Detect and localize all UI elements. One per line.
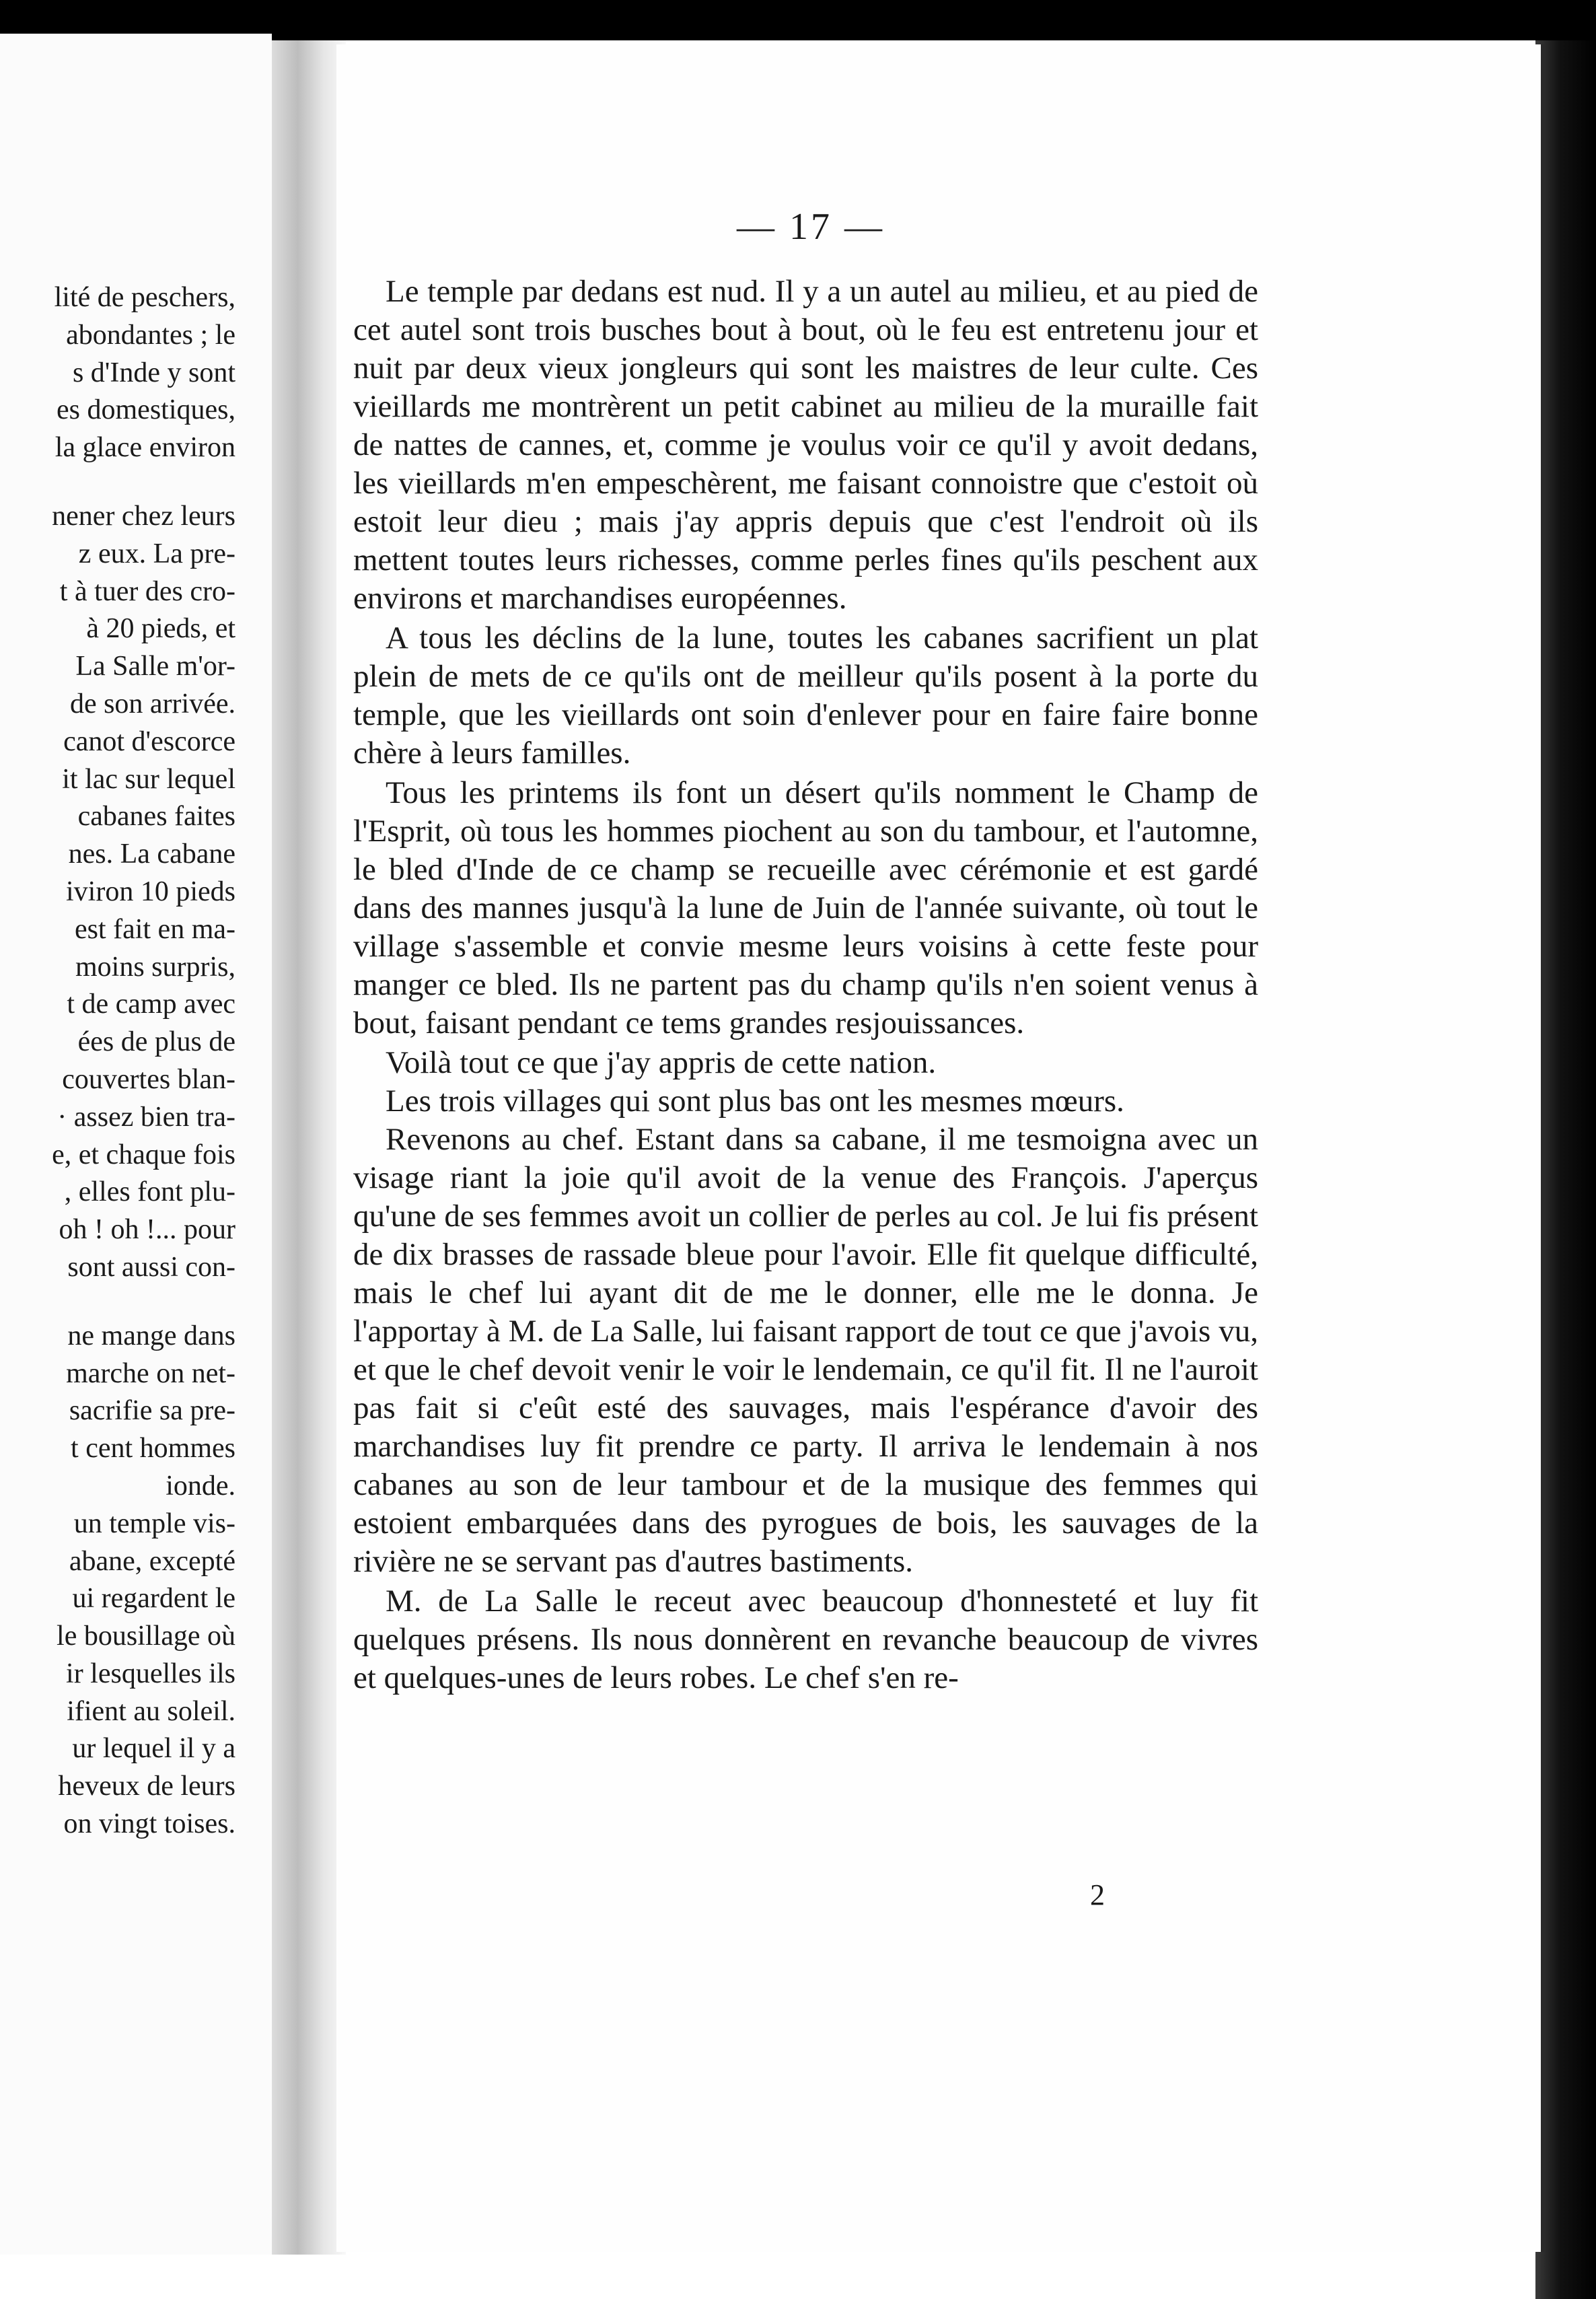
- text-line: ir lesquelles ils: [66, 1658, 235, 1689]
- signature-mark: 2: [1090, 1878, 1105, 1911]
- text-line: ées de plus de: [77, 1026, 235, 1058]
- paragraph: A tous les déclins de la lune, toutes les cabanes sacrifient un plat plein de mets de ce qu'ils ont de meilleur qu'ils posent à la porte du temple, que les vieillards ont soin d'enlever pour en faire faire bonne chère à leurs familles.: [353, 621, 1258, 771]
- text-line: sont aussi con-: [67, 1251, 235, 1283]
- text-line: canot d'escorce: [63, 726, 235, 757]
- text-line: ne mange dans: [67, 1320, 235, 1351]
- text-line: t à tuer des cro-: [59, 575, 235, 607]
- paragraph-gap: [0, 1287, 235, 1318]
- text-line: est fait en ma-: [74, 913, 235, 945]
- text-line: on vingt toises.: [63, 1808, 235, 1840]
- text-line: es domestiques,: [57, 394, 235, 426]
- text-line: ui regardent le: [72, 1583, 235, 1615]
- text-line: couvertes blan-: [62, 1063, 235, 1095]
- text-line: it lac sur lequel: [62, 763, 235, 795]
- text-line: abane, excepté: [69, 1545, 235, 1577]
- text-line: de son arrivée.: [69, 688, 235, 719]
- text-line: t cent hommes: [71, 1433, 235, 1464]
- text-line: oh ! oh !... pour: [59, 1214, 235, 1246]
- text-line: le bousillage où: [57, 1621, 235, 1652]
- text-line: un temple vis-: [73, 1508, 235, 1539]
- text-line: cabanes faites: [77, 801, 235, 833]
- text-line: abondantes ; le: [66, 319, 235, 351]
- text-line: e, et chaque fois: [52, 1139, 235, 1170]
- text-line: nener chez leurs: [52, 500, 235, 532]
- paragraph: Les trois villages qui sont plus bas ont les mesmes mœurs.: [386, 1084, 1124, 1119]
- paragraph: Tous les printems ils font un désert qu'ils nomment le Champ de l'Esprit, où tous les hommes piochent au son du tambour, et l'automne, le bled d'Inde de ce champ se recueille avec cérémonie et est gardé dans des mannes jusqu'à la lune de Juin de l'année suivante, où tout le village s'assemble et convie mesme leurs voisins à cette feste pour manger ce bled. Ils ne partent pas du champ qu'ils n'en soient venus à bout, faisant pendant ce tems grandes resjouissances.: [353, 775, 1258, 1040]
- text-line: ifient au soleil.: [67, 1695, 235, 1727]
- paragraph: Revenons au chef. Estant dans sa cabane, il me tesmoigna avec un visage riant la joie qu'il avoit de la venue des François. J'aperçus qu'une de ses femmes avoit un collier de perles au col. Je lui fis présent de dix brasses de rassade bleue pour l'avoir. Elle fit quelque difficulté, mais le chef lui ayant dit de me le donner, elle me le donna. Je l'apportay à M. de La Salle, lui faisant rapport de tout ce que j'avois vu, et que le chef devoit venir le voir le lendemain, ce qu'il fit. Il ne l'auroit pas fait si c'eût esté des sauvages, mais l'espérance d'avoir des marchandises luy fit prendre ce party. Il arriva le lendemain à nos cabanes au son de leur tambour et de la musique des femmes qui estoient embarquées dans des pyrogues de bois, les sauvages de la rivière ne se servant pas d'autres bastiments.: [353, 1122, 1258, 1579]
- paragraph: M. de La Salle le receut avec beaucoup d'honnesteté et luy fit quelques présens. Ils nous donnèrent en revanche beaucoup de vivres et quelques-unes de leurs robes. Le chef s'en re-: [353, 1584, 1258, 1695]
- text-line: · assez bien tra-: [57, 1101, 235, 1133]
- paragraph-gap: [0, 467, 235, 498]
- left-page: [0, 34, 272, 2255]
- text-line: s d'Inde y sont: [72, 357, 235, 388]
- text-line: moins surpris,: [75, 951, 235, 983]
- text-line: ur lequel il y a: [72, 1733, 235, 1765]
- text-line: lité de peschers,: [54, 282, 235, 313]
- text-line: à 20 pieds, et: [86, 613, 235, 645]
- text-line: iviron 10 pieds: [66, 876, 235, 907]
- text-line: la glace environ: [55, 432, 235, 464]
- text-line: marche on net-: [66, 1357, 235, 1389]
- main-text-block: [353, 273, 1258, 1697]
- paragraph: Voilà tout ce que j'ay appris de cette nation.: [386, 1045, 937, 1080]
- book-gutter: [272, 40, 346, 2255]
- text-line: , elles font plu-: [64, 1176, 235, 1208]
- left-page-text: [0, 279, 235, 1843]
- text-line: t de camp avec: [67, 989, 235, 1020]
- text-line: heveux de leurs: [58, 1771, 235, 1802]
- text-line: ionde.: [166, 1470, 235, 1501]
- text-line: z eux. La pre-: [78, 538, 235, 569]
- text-line: nes. La cabane: [68, 839, 235, 870]
- text-line: sacrifie sa pre-: [69, 1395, 235, 1427]
- paragraph: Le temple par dedans est nud. Il y a un autel au milieu, et au pied de cet autel sont trois busches bout à bout, où le feu est entretenu jour et nuit par deux vieux jongleurs qui sont les maistres de leur culte. Ces vieillards me montrèrent un petit cabinet au milieu de la muraille fait de nattes de cannes, et, comme je voulus voir ce qu'il y avoit dedans, les vieillards m'en empeschèrent, me faisant connoistre que c'estoit où estoit leur dieu ; mais j'ay appris depuis que c'est l'endroit où ils mettent toutes leurs richesses, comme perles fines qu'ils peschent aux environs et marchandises européennes.: [353, 274, 1258, 616]
- page-number: — 17 —: [737, 206, 885, 248]
- text-line: La Salle m'or-: [75, 651, 235, 682]
